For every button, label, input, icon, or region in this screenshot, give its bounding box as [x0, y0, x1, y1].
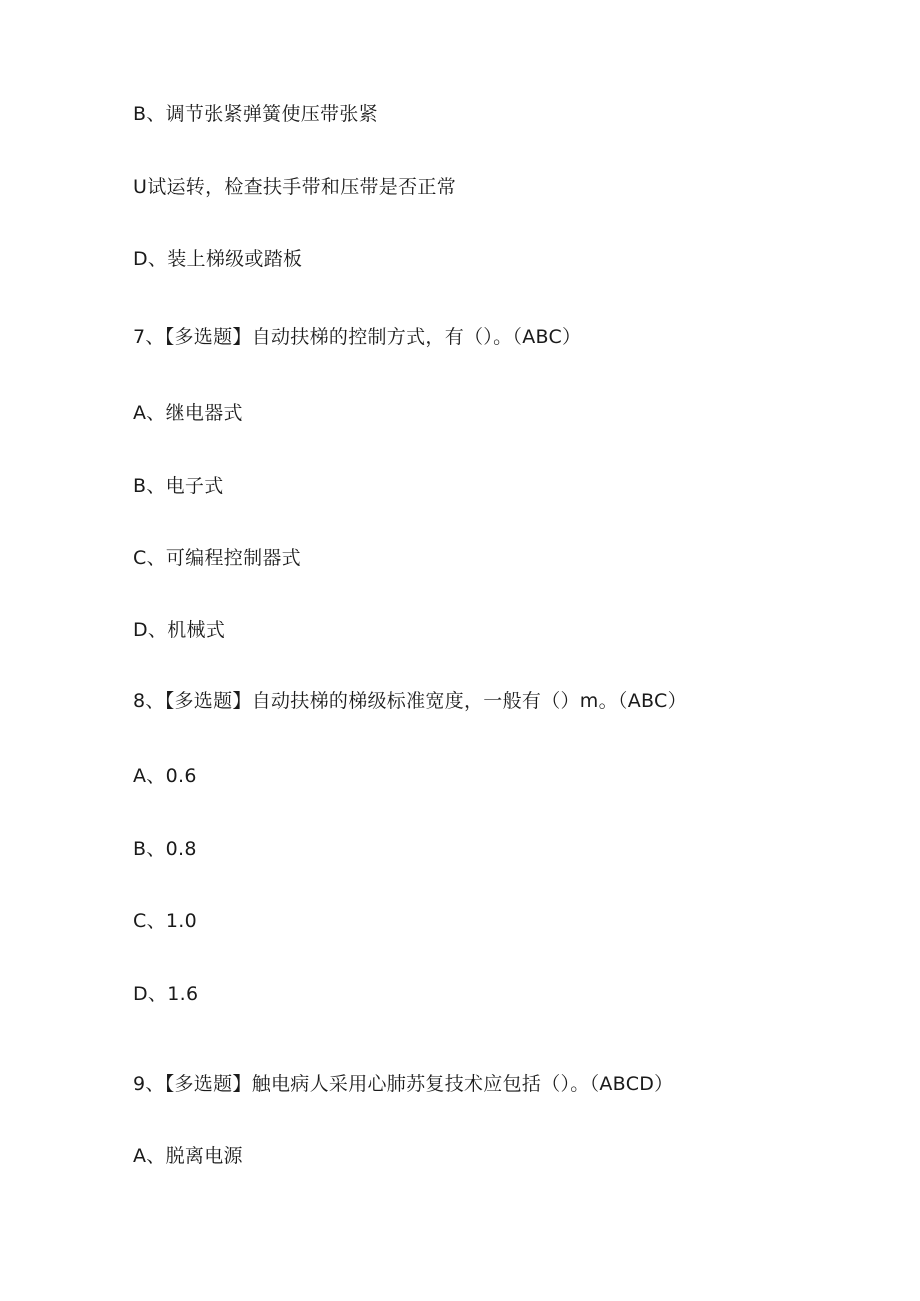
question-7: 7、【多选题】自动扶梯的控制方式，有（）。（ABC） — [133, 326, 582, 348]
q8-option-d: D、1.6 — [133, 983, 199, 1005]
question-8: 8、【多选题】自动扶梯的梯级标准宽度，一般有（）m。（ABC） — [133, 690, 687, 712]
q8-option-b: B、0.8 — [133, 838, 197, 860]
q7-option-b: B、电子式 — [133, 475, 224, 497]
q7-option-a: A、继电器式 — [133, 402, 243, 424]
q8-option-a: A、0.6 — [133, 765, 197, 787]
question-9: 9、【多选题】触电病人采用心肺苏复技术应包括（）。（ABCD） — [133, 1073, 674, 1095]
option-c-test-run: U试运转，检查扶手带和压带是否正常 — [133, 176, 457, 198]
q9-option-a: A、脱离电源 — [133, 1145, 243, 1167]
option-b-tension-spring: B、调节张紧弹簧使压带张紧 — [133, 103, 378, 125]
q7-option-c: C、可编程控制器式 — [133, 547, 301, 569]
q7-option-d: D、机械式 — [133, 619, 226, 641]
q8-option-c: C、1.0 — [133, 910, 197, 932]
option-d-install-steps: D、装上梯级或踏板 — [133, 248, 303, 270]
